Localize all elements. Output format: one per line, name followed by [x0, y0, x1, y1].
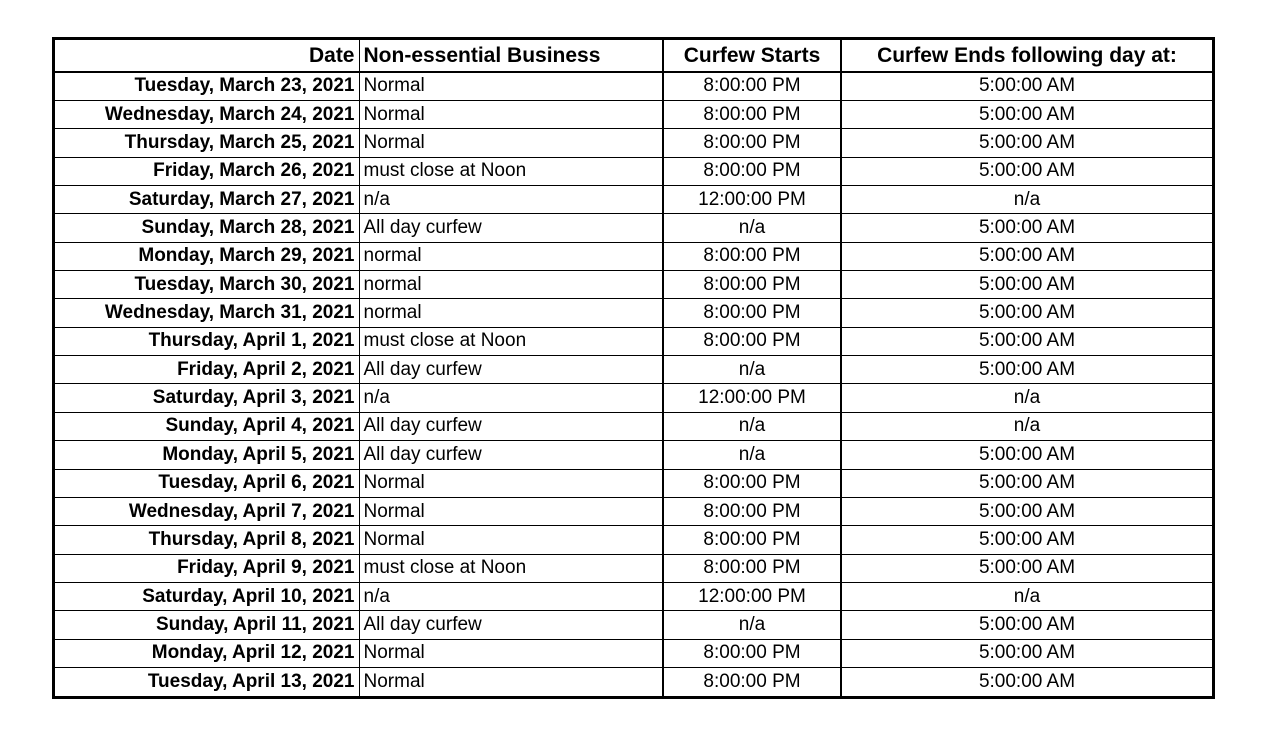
cell-date: Saturday, April 3, 2021 [55, 384, 359, 412]
cell-non-essential-business: normal [359, 299, 663, 327]
cell-curfew-ends: 5:00:00 AM [841, 129, 1212, 157]
cell-curfew-ends: 5:00:00 AM [841, 100, 1212, 128]
cell-curfew-ends: 5:00:00 AM [841, 554, 1212, 582]
cell-curfew-starts: 8:00:00 PM [663, 157, 841, 185]
cell-curfew-starts: 8:00:00 PM [663, 271, 841, 299]
cell-date: Sunday, March 28, 2021 [55, 214, 359, 242]
cell-date: Thursday, April 1, 2021 [55, 327, 359, 355]
table-row [55, 582, 1212, 610]
cell-curfew-ends: n/a [841, 582, 1212, 610]
cell-curfew-ends: 5:00:00 AM [841, 469, 1212, 497]
cell-date: Saturday, April 10, 2021 [55, 582, 359, 610]
cell-date: Friday, March 26, 2021 [55, 157, 359, 185]
table-row [55, 526, 1212, 554]
table-row [55, 271, 1212, 299]
cell-curfew-starts: 8:00:00 PM [663, 554, 841, 582]
cell-curfew-starts: 8:00:00 PM [663, 497, 841, 525]
cell-curfew-ends: 5:00:00 AM [841, 526, 1212, 554]
cell-curfew-ends: n/a [841, 185, 1212, 213]
header-curfew-ends: Curfew Ends following day at: [841, 40, 1212, 72]
cell-date: Monday, April 12, 2021 [55, 639, 359, 667]
table-row [55, 72, 1212, 100]
cell-curfew-starts: 8:00:00 PM [663, 526, 841, 554]
cell-date: Friday, April 2, 2021 [55, 356, 359, 384]
cell-curfew-starts: 8:00:00 PM [663, 299, 841, 327]
cell-curfew-starts: 8:00:00 PM [663, 129, 841, 157]
cell-date: Thursday, March 25, 2021 [55, 129, 359, 157]
cell-non-essential-business: All day curfew [359, 356, 663, 384]
schedule-body [55, 72, 1212, 696]
cell-non-essential-business: Normal [359, 668, 663, 696]
cell-non-essential-business: n/a [359, 582, 663, 610]
cell-non-essential-business: Normal [359, 469, 663, 497]
cell-curfew-starts: 8:00:00 PM [663, 242, 841, 270]
curfew-schedule-table [55, 40, 1212, 696]
cell-date: Tuesday, April 6, 2021 [55, 469, 359, 497]
cell-non-essential-business: n/a [359, 185, 663, 213]
table-row [55, 185, 1212, 213]
table-row [55, 441, 1212, 469]
table-row [55, 668, 1212, 696]
cell-non-essential-business: All day curfew [359, 412, 663, 440]
cell-curfew-starts: n/a [663, 441, 841, 469]
cell-curfew-ends: 5:00:00 AM [841, 356, 1212, 384]
cell-non-essential-business: normal [359, 271, 663, 299]
header-curfew-starts: Curfew Starts [663, 40, 841, 72]
header-row [55, 40, 1212, 72]
cell-curfew-ends: n/a [841, 412, 1212, 440]
cell-curfew-ends: 5:00:00 AM [841, 611, 1212, 639]
table-row [55, 497, 1212, 525]
table-row [55, 129, 1212, 157]
table-row [55, 639, 1212, 667]
table-row [55, 554, 1212, 582]
cell-non-essential-business: All day curfew [359, 611, 663, 639]
cell-non-essential-business: normal [359, 242, 663, 270]
table-row [55, 299, 1212, 327]
cell-date: Monday, March 29, 2021 [55, 242, 359, 270]
table-row [55, 214, 1212, 242]
cell-curfew-ends: 5:00:00 AM [841, 668, 1212, 696]
cell-date: Tuesday, March 30, 2021 [55, 271, 359, 299]
cell-curfew-starts: 12:00:00 PM [663, 582, 841, 610]
cell-curfew-ends: n/a [841, 384, 1212, 412]
table-row [55, 611, 1212, 639]
table-row [55, 327, 1212, 355]
cell-non-essential-business: Normal [359, 497, 663, 525]
cell-date: Wednesday, April 7, 2021 [55, 497, 359, 525]
table-row [55, 157, 1212, 185]
cell-curfew-ends: 5:00:00 AM [841, 327, 1212, 355]
cell-non-essential-business: must close at Noon [359, 327, 663, 355]
cell-non-essential-business: must close at Noon [359, 554, 663, 582]
cell-date: Wednesday, March 24, 2021 [55, 100, 359, 128]
cell-non-essential-business: Normal [359, 129, 663, 157]
header-non-essential-business: Non-essential Business [359, 40, 663, 72]
cell-date: Sunday, April 4, 2021 [55, 412, 359, 440]
header-date: Date [55, 40, 359, 72]
cell-curfew-starts: 8:00:00 PM [663, 469, 841, 497]
cell-curfew-ends: 5:00:00 AM [841, 72, 1212, 100]
cell-non-essential-business: Normal [359, 526, 663, 554]
cell-curfew-starts: 8:00:00 PM [663, 639, 841, 667]
table-row [55, 100, 1212, 128]
cell-curfew-starts: n/a [663, 611, 841, 639]
cell-date: Wednesday, March 31, 2021 [55, 299, 359, 327]
cell-curfew-starts: n/a [663, 356, 841, 384]
cell-date: Tuesday, March 23, 2021 [55, 72, 359, 100]
cell-curfew-starts: 8:00:00 PM [663, 100, 841, 128]
table-row [55, 412, 1212, 440]
cell-curfew-ends: 5:00:00 AM [841, 639, 1212, 667]
cell-non-essential-business: All day curfew [359, 441, 663, 469]
cell-curfew-starts: 12:00:00 PM [663, 185, 841, 213]
cell-date: Tuesday, April 13, 2021 [147, 671, 355, 693]
table-row [55, 384, 1212, 412]
cell-curfew-ends: 5:00:00 AM [841, 497, 1212, 525]
cell-curfew-ends: 5:00:00 AM [841, 214, 1212, 242]
table-row [55, 242, 1212, 270]
cell-date: Thursday, April 8, 2021 [55, 526, 359, 554]
cell-curfew-starts: n/a [663, 412, 841, 440]
cell-non-essential-business: n/a [359, 384, 663, 412]
cell-date: Monday, April 5, 2021 [55, 441, 359, 469]
cell-curfew-ends: 5:00:00 AM [841, 157, 1212, 185]
cell-curfew-starts: 8:00:00 PM [663, 668, 841, 696]
cell-non-essential-business: Normal [359, 72, 663, 100]
cell-curfew-ends: 5:00:00 AM [841, 441, 1212, 469]
table-row [55, 469, 1212, 497]
cell-curfew-ends: 5:00:00 AM [841, 242, 1212, 270]
cell-curfew-ends: 5:00:00 AM [841, 271, 1212, 299]
cell-non-essential-business: Normal [359, 639, 663, 667]
cell-curfew-starts: 8:00:00 PM [663, 72, 841, 100]
cell-non-essential-business: must close at Noon [359, 157, 663, 185]
cell-non-essential-business: All day curfew [359, 214, 663, 242]
cell-curfew-starts: 12:00:00 PM [663, 384, 841, 412]
cell-curfew-starts: 8:00:00 PM [663, 327, 841, 355]
cell-date: Saturday, March 27, 2021 [55, 185, 359, 213]
cell-curfew-starts: n/a [663, 214, 841, 242]
curfew-schedule-sheet [52, 37, 1215, 699]
cell-date: Sunday, April 11, 2021 [55, 611, 359, 639]
cell-date: Friday, April 9, 2021 [55, 554, 359, 582]
table-row [55, 356, 1212, 384]
cell-non-essential-business: Normal [359, 100, 663, 128]
cell-curfew-ends: 5:00:00 AM [841, 299, 1212, 327]
